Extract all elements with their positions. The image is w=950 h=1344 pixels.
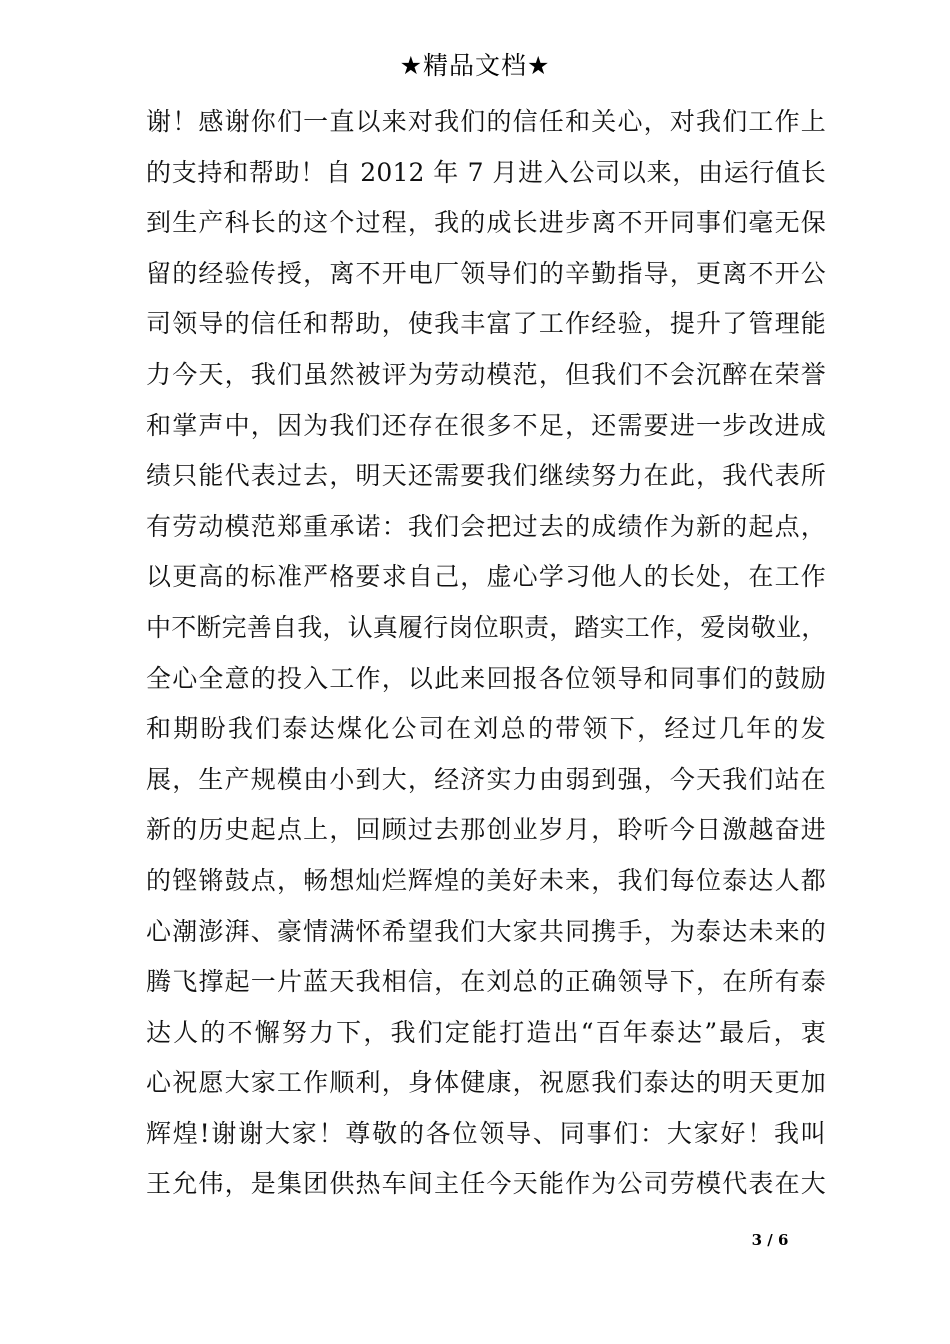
body-line: 王允伟，是集团供热车间主任今天能作为公司劳模代表在大 xyxy=(146,1169,826,1199)
body-line: 腾飞撑起一片蓝天我相信，在刘总的正确领导下，在所有泰 xyxy=(146,967,826,997)
body-line: 到生产科长的这个过程，我的成长进步离不开同事们毫无保 xyxy=(146,208,826,238)
body-line: 和期盼我们泰达煤化公司在刘总的带领下，经过几年的发 xyxy=(146,714,826,744)
body-line: 达人的不懈努力下，我们定能打造出“百年泰达”最后，衷 xyxy=(146,1017,826,1047)
page-header-title: ★精品文档★ xyxy=(399,51,551,80)
body-line: 力今天，我们虽然被评为劳动模范，但我们不会沉醉在荣誉 xyxy=(146,359,826,389)
body-line: 和掌声中，因为我们还存在很多不足，还需要进一步改进成 xyxy=(146,410,826,440)
body-line: 有劳动模范郑重承诺：我们会把过去的成绩作为新的起点， xyxy=(146,511,826,541)
body-line: 中不断完善自我，认真履行岗位职责，踏实工作，爱岗敬业， xyxy=(146,612,827,642)
page-number: 3 / 6 xyxy=(751,1231,789,1249)
body-line: 谢！感谢你们一直以来对我们的信任和关心，对我们工作上 xyxy=(146,107,826,136)
body-line: 留的经验传授，离不开电厂领导们的辛勤指导，更离不开公 xyxy=(146,258,826,288)
body-line: 心祝愿大家工作顺利，身体健康，祝愿我们泰达的明天更加 xyxy=(146,1068,826,1098)
body-line: 辉煌!谢谢大家！尊敬的各位领导、同事们：大家好！我叫 xyxy=(146,1118,826,1148)
body-line: 的铿锵鼓点，畅想灿烂辉煌的美好未来，我们每位泰达人都 xyxy=(146,865,826,895)
body-line: 绩只能代表过去，明天还需要我们继续努力在此，我代表所 xyxy=(146,461,826,491)
body-line: 司领导的信任和帮助，使我丰富了工作经验，提升了管理能 xyxy=(146,309,826,339)
body-line: 心潮澎湃、豪情满怀希望我们大家共同携手，为泰达未来的 xyxy=(146,916,826,946)
document-body xyxy=(146,97,826,1210)
body-line: 的支持和帮助！自 2012 年 7 月进入公司以来，由运行值长 xyxy=(146,157,826,187)
body-line: 展，生产规模由小到大，经济实力由弱到强，今天我们站在 xyxy=(146,764,826,794)
body-line: 全心全意的投入工作，以此来回报各位领导和同事们的鼓励 xyxy=(146,663,826,693)
body-line: 以更高的标准严格要求自己，虚心学习他人的长处，在工作 xyxy=(146,562,826,592)
body-line: 新的历史起点上，回顾过去那创业岁月，聆听今日激越奋进 xyxy=(146,815,826,845)
